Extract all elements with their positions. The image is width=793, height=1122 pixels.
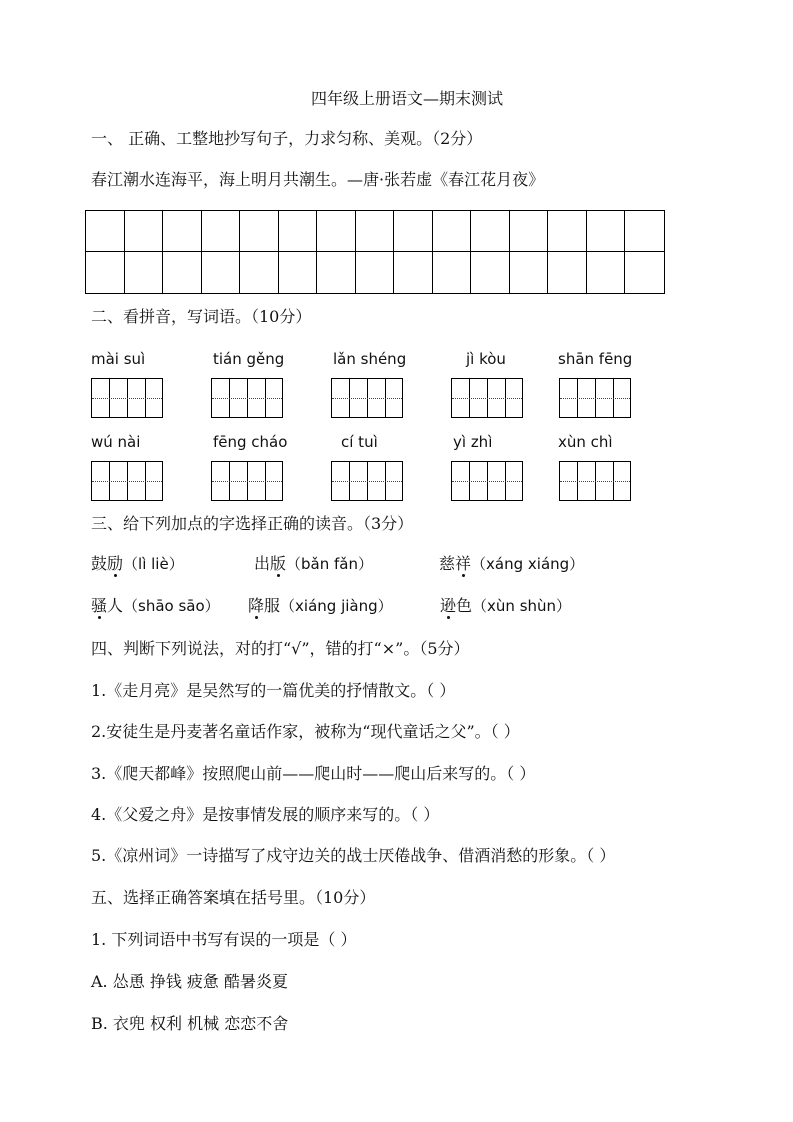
reading-options: （xáng xiáng） [471,555,585,573]
dotted-char: 祥 [455,554,472,573]
section-3-heading: 三、给下列加点的字选择正确的读音。（3分） [91,514,414,533]
judge-item-4: 4.《父爱之舟》是按事情发展的顺序来写的。（ ） [91,805,440,824]
writing-box[interactable] [211,461,283,501]
char: 鼓 [91,554,108,573]
copy-writing-grid[interactable] [85,210,665,294]
reading-options: （bǎn fǎn） [286,555,373,573]
dotted-char: 励 [107,554,124,573]
char: 人 [107,596,124,615]
pinyin-label: lǎn shéng [333,350,407,368]
reading-item [91,554,184,574]
reading-options: （lì liè） [123,555,184,573]
reading-item [254,554,373,574]
reading-options: （xùn shùn） [472,597,572,615]
page-title: 四年级上册语文—期末测试 [311,89,504,108]
writing-box[interactable] [331,378,403,418]
dotted-char: 骚 [91,596,108,615]
dotted-char: 逊 [440,596,457,615]
section-4-heading: 四、判断下列说法，对的打“√”，错的打“×”。（5分） [91,639,470,658]
judge-item-2: 2.安徒生是丹麦著名童话作家，被称为“现代童话之父”。（ ） [91,722,520,741]
reading-item [91,596,220,616]
writing-box[interactable] [91,461,163,501]
section-2-heading: 二、看拼音，写词语。（10分） [91,307,312,326]
writing-box[interactable] [559,461,631,501]
reading-item [440,596,571,616]
char: 色 [456,596,473,615]
pinyin-label: jì kòu [466,350,506,368]
option-b: B. 衣兜 权利 机械 恋恋不舍 [91,1014,289,1033]
writing-box[interactable] [331,461,403,501]
section-1-heading: 一、 正确、工整地抄写句子，力求匀称、美观。（2分） [91,129,483,148]
writing-box[interactable] [451,378,523,418]
option-a: A. 怂恿 挣钱 疲惫 酷暑炎夏 [91,972,288,991]
dotted-char: 降 [248,596,265,615]
writing-box[interactable] [211,378,283,418]
reading-options: （xiáng jiàng） [280,597,393,615]
writing-box[interactable] [451,461,523,501]
pinyin-label: tián gěng [213,350,285,368]
copy-sentence: 春江潮水连海平，海上明月共潮生。—唐·张若虚《春江花月夜》 [91,170,545,189]
pinyin-label: shān fēng [558,350,633,368]
pinyin-label: xùn chì [558,433,613,451]
question-1: 1. 下列词语中书写有误的一项是（ ） [91,930,357,949]
pinyin-label: cí tuì [341,433,378,451]
reading-item [439,554,584,574]
pinyin-label: wú nài [91,433,141,451]
pinyin-label: yì zhì [453,433,493,451]
section-5-heading: 五、选择正确答案填在括号里。（10分） [91,888,376,907]
judge-item-3: 3.《爬天都峰》按照爬山前——爬山时——爬山后来写的。（ ） [91,764,536,783]
reading-options: （shāo sāo） [123,597,220,615]
char: 服 [264,596,281,615]
judge-item-5: 5.《凉州词》一诗描写了戍守边关的战士厌倦战争、借酒消愁的形象。（ ） [91,846,616,865]
writing-box[interactable] [91,378,163,418]
reading-item [248,596,393,616]
writing-box[interactable] [559,378,631,418]
dotted-char: 版 [270,554,287,573]
pinyin-label: mài suì [91,350,146,368]
pinyin-label: fēng cháo [213,433,288,451]
judge-item-1: 1.《走月亮》是吴然写的一篇优美的抒情散文。（ ） [91,681,456,700]
char: 慈 [439,554,456,573]
char: 出 [254,554,271,573]
